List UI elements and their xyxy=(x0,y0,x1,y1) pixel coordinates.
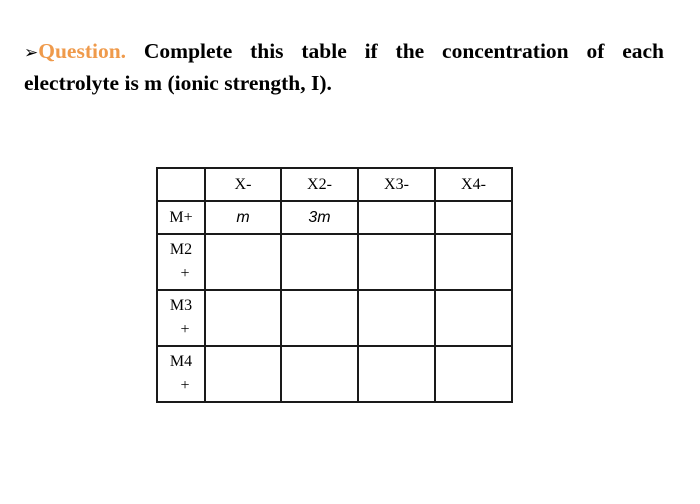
table-header-row xyxy=(157,168,512,201)
cell-m4-x3[interactable] xyxy=(358,346,435,402)
cell-m4-x1[interactable] xyxy=(205,346,281,402)
cell-m1-x4[interactable] xyxy=(435,201,512,234)
cell-m4-x4[interactable] xyxy=(435,346,512,402)
question-label: Question. xyxy=(38,39,127,63)
row-header-m4: M4 + xyxy=(157,346,205,402)
table-row xyxy=(157,234,512,290)
row-header-m2: M2 + xyxy=(157,234,205,290)
corner-cell xyxy=(157,168,205,201)
ionic-strength-table xyxy=(156,167,513,403)
row-header-m1: M+ xyxy=(157,201,205,234)
cell-m3-x2[interactable] xyxy=(281,290,358,346)
cell-m1-x3[interactable] xyxy=(358,201,435,234)
cell-m2-x3[interactable] xyxy=(358,234,435,290)
row-header-m3: M3 + xyxy=(157,290,205,346)
column-header-x4: X4- xyxy=(435,168,512,201)
cell-m2-x4[interactable] xyxy=(435,234,512,290)
cell-m3-x3[interactable] xyxy=(358,290,435,346)
table-row xyxy=(157,346,512,402)
question-body: Complete this table if the concentration of each electrolyte is m (ionic strength, I). xyxy=(24,39,664,95)
table-row xyxy=(157,201,512,234)
cell-m1-x1[interactable]: m xyxy=(205,201,281,234)
arrow-bullet-icon: ➢ xyxy=(24,43,39,63)
cell-m4-x2[interactable] xyxy=(281,346,358,402)
cell-m3-x1[interactable] xyxy=(205,290,281,346)
column-header-x3: X3- xyxy=(358,168,435,201)
column-header-x2: X2- xyxy=(281,168,358,201)
cell-m2-x1[interactable] xyxy=(205,234,281,290)
cell-m1-x2[interactable]: 3m xyxy=(281,201,358,234)
cell-m3-x4[interactable] xyxy=(435,290,512,346)
table-row xyxy=(157,290,512,346)
column-header-x1: X- xyxy=(205,168,281,201)
question-text xyxy=(24,36,664,98)
cell-m2-x2[interactable] xyxy=(281,234,358,290)
